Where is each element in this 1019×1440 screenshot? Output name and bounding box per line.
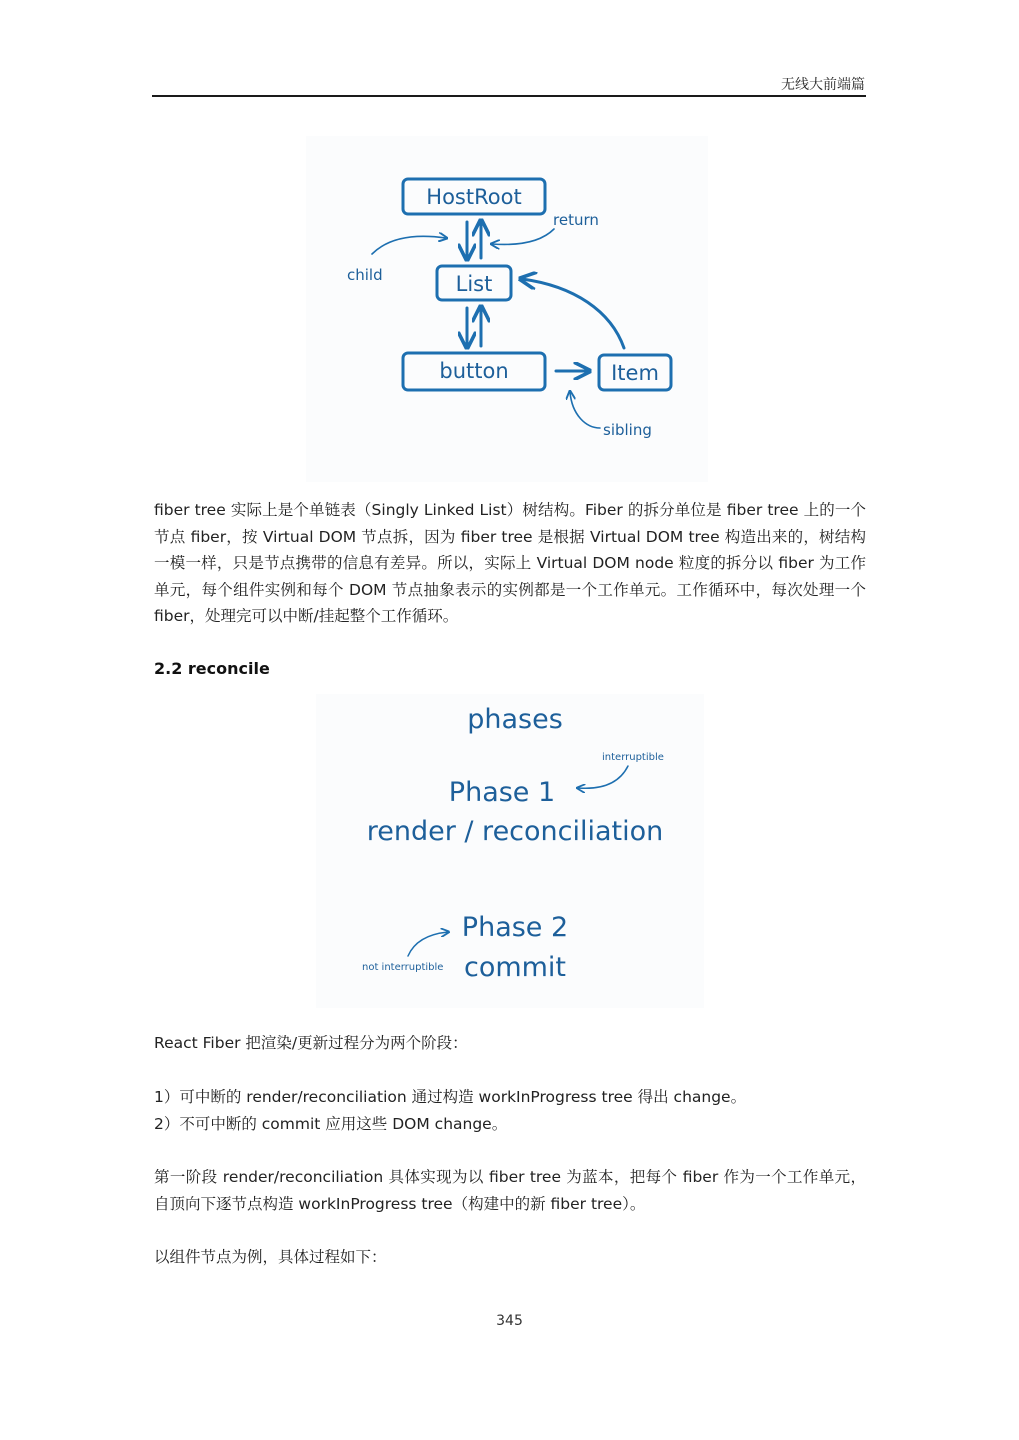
phases-diagram: [316, 694, 704, 1008]
phases-title: phases: [467, 704, 563, 735]
paragraph-component-example: 以组件节点为例，具体过程如下：: [154, 1248, 387, 1266]
node-label-hostroot: HostRoot: [426, 185, 522, 209]
label-sibling: sibling: [603, 421, 652, 439]
header-divider: [152, 95, 866, 97]
sibling-pointer: [570, 392, 600, 428]
phase2-name: commit: [463, 952, 567, 983]
fiber-tree-svg: [306, 136, 708, 482]
not-interruptible-pointer: [408, 932, 448, 956]
phase2-label: Phase 2: [461, 912, 569, 943]
paragraph-fiber-tree: fiber tree 实际上是个单链表（Singly Linked List）树结构。Fiber 的拆分单位是 fiber tree 上的一个节点 fiber，按 Virtual DOM 节点拆，因为 fiber tree 是根据 Virtual DOM tree 构造出来的，树结构一模一样，只是节点携带的信息有差异。所以，实际上 Virtual DOM node 粒度的拆分以 fiber 为工作单元，每个组件实例和每个 DOM 节点抽象表示的实例都是一个工作单元。工作循环中，每次处理一个 fiber，处理完可以中断/挂起整个工作循环。: [154, 501, 866, 625]
interruptible-pointer: [578, 766, 628, 788]
phase1-name: render / reconciliation: [366, 816, 664, 847]
label-child: child: [347, 266, 383, 284]
node-label-item: Item: [611, 361, 659, 385]
return-pointer: [492, 229, 554, 244]
node-label-button: button: [439, 359, 509, 383]
child-pointer: [372, 236, 446, 254]
paragraph-two-phases: React Fiber 把渲染/更新过程分为两个阶段：: [154, 1034, 468, 1052]
label-return: return: [553, 211, 599, 229]
fiber-tree-diagram: [306, 136, 708, 482]
list-item-2: 2）不可中断的 commit 应用这些 DOM change。: [154, 1115, 508, 1133]
paragraph-phase-one: 第一阶段 render/reconciliation 具体实现为以 fiber tree 为蓝本，把每个 fiber 作为一个工作单元，自顶向下逐节点构造 workInProgress tree（构建中的新 fiber tree）。: [154, 1168, 866, 1213]
section-heading: 2.2 reconcile: [154, 659, 270, 678]
list-item-1: 1）可中断的 render/reconciliation 通过构造 workInProgress tree 得出 change。: [154, 1088, 747, 1106]
node-label-list: List: [455, 272, 493, 296]
phases-svg: [316, 694, 704, 1008]
running-header: 无线大前端篇: [781, 77, 865, 93]
arrow-item-to-list: [522, 279, 624, 348]
page-number: 345: [496, 1313, 523, 1329]
label-not-interruptible: not interruptible: [362, 962, 444, 973]
phase1-label: Phase 1: [448, 777, 556, 808]
label-interruptible: interruptible: [602, 752, 664, 763]
